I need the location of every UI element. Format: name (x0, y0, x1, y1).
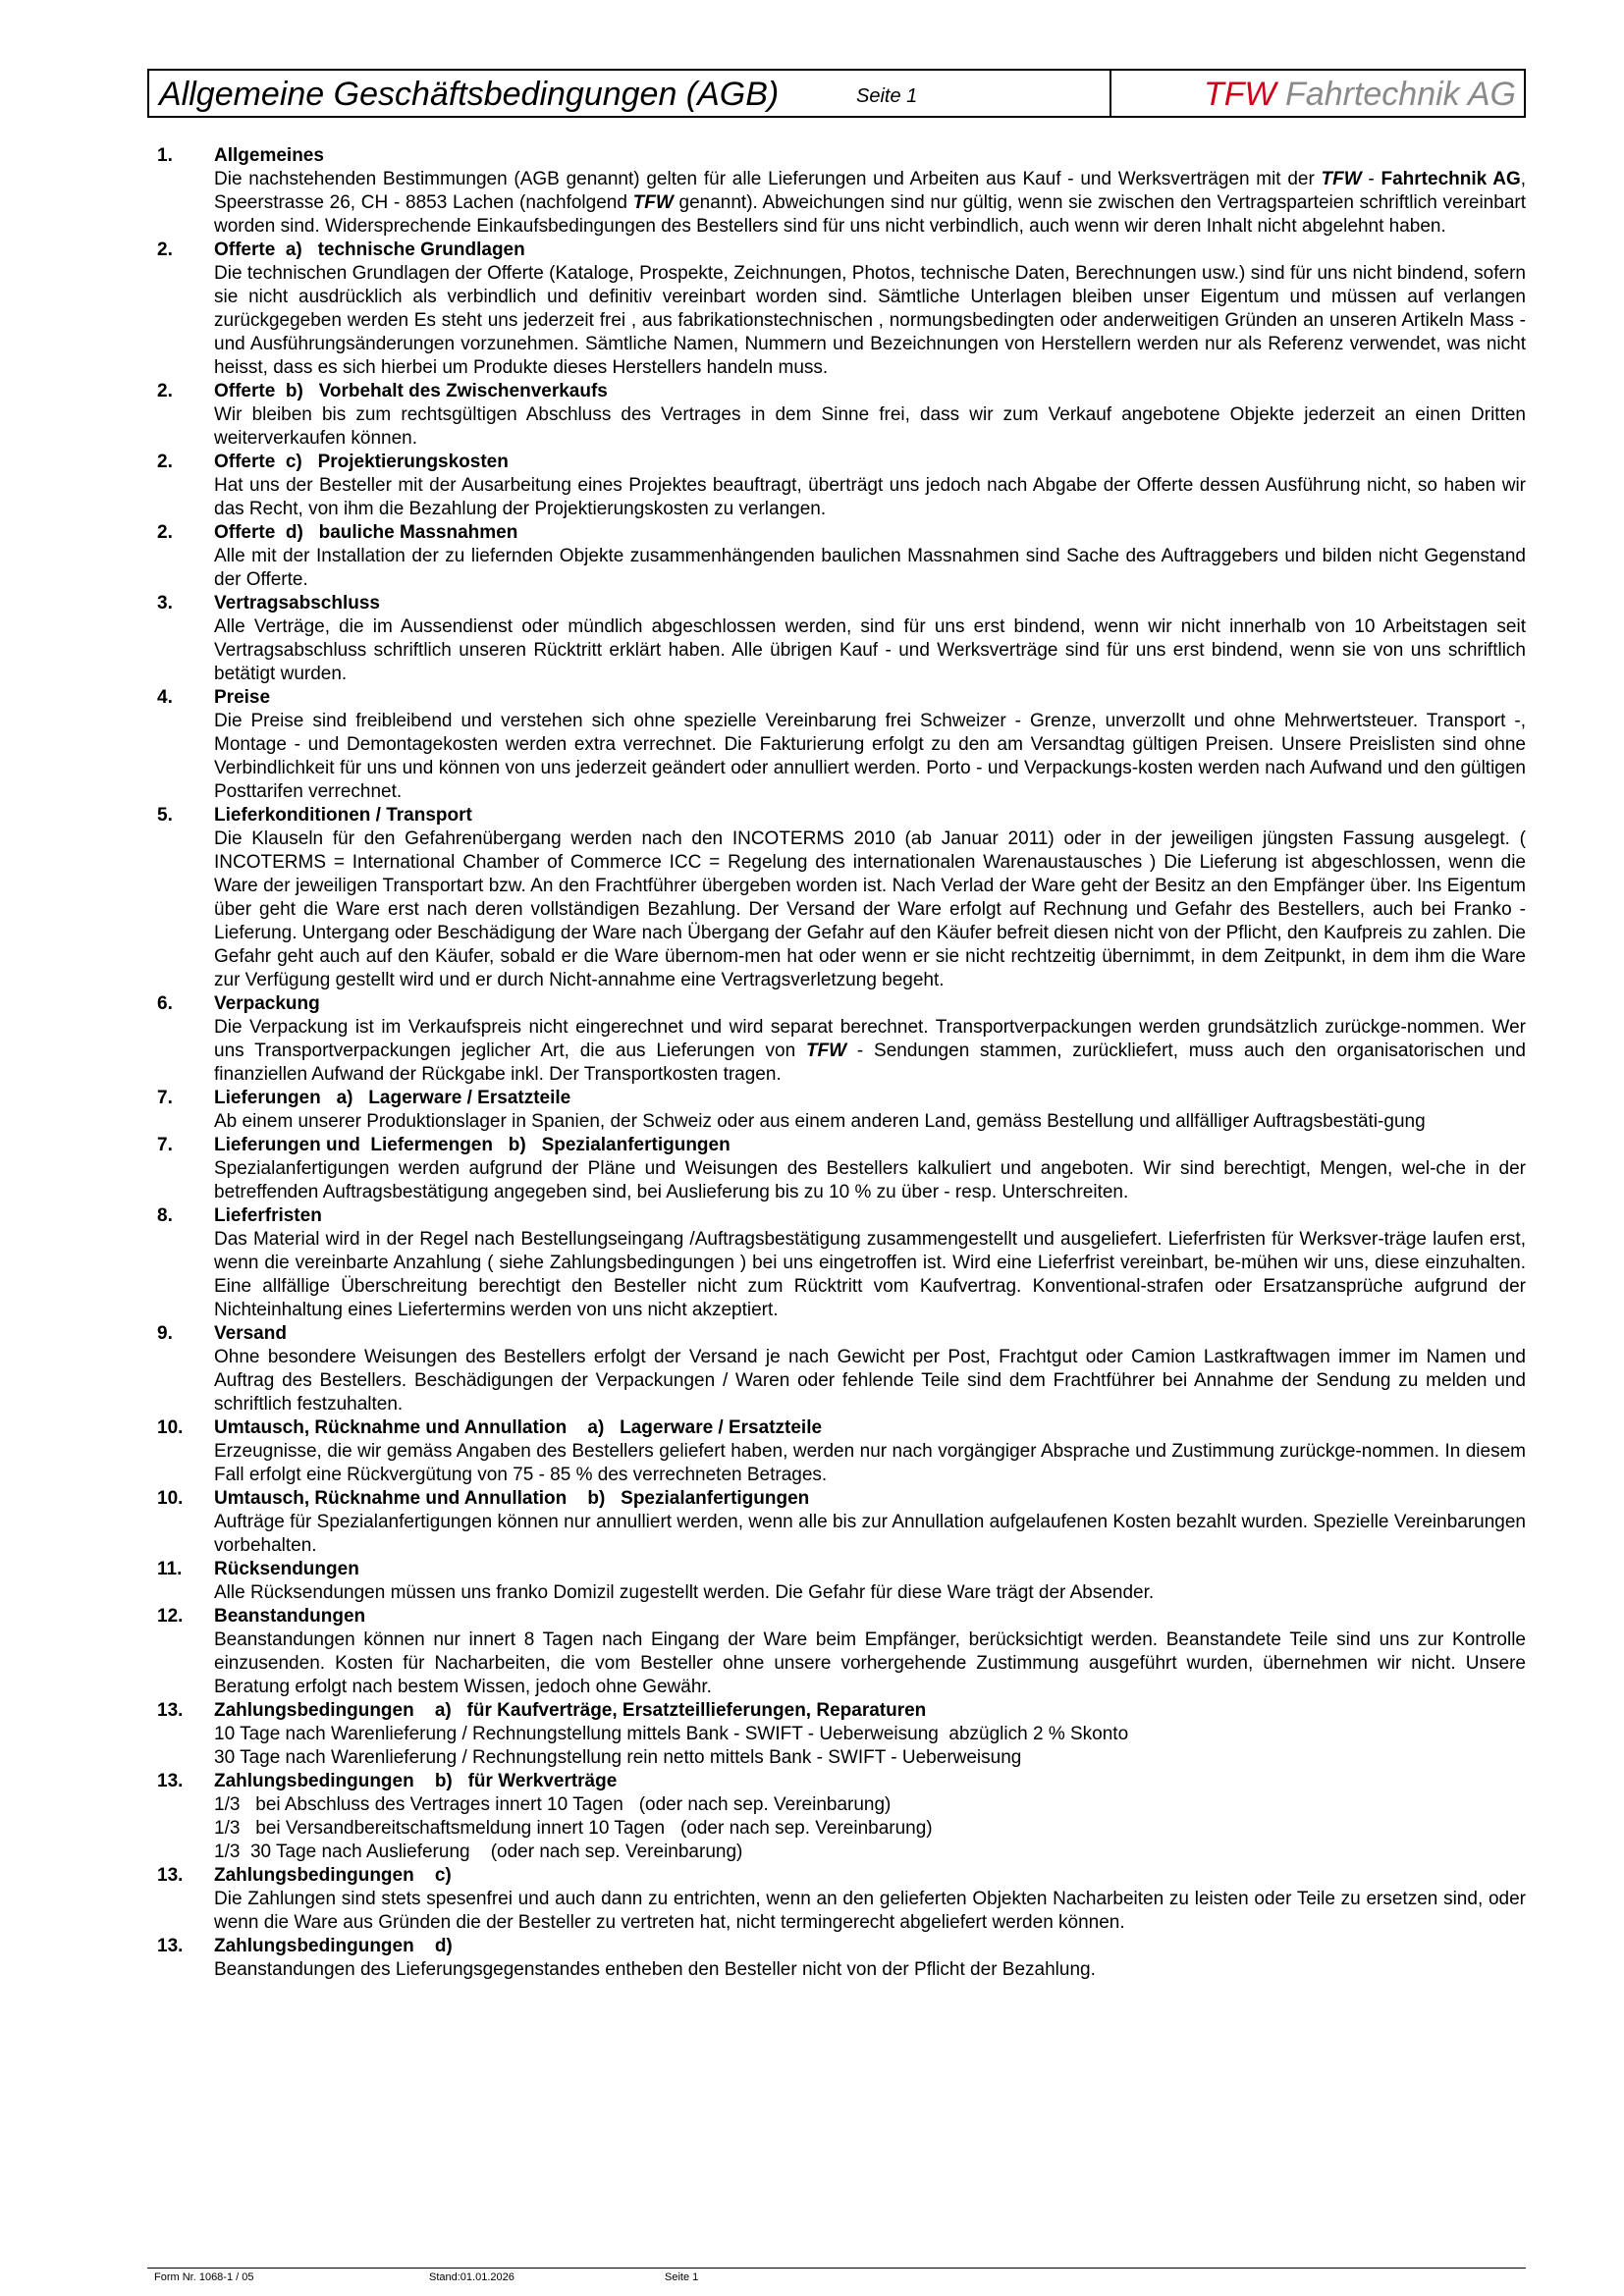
section-number: 2. (157, 522, 173, 543)
company-name: Fahrtechnik AG (1380, 169, 1521, 189)
section-text: Alle Verträge, die im Aussendienst oder mündlich abgeschlossen werden, sind für uns erst bindend, wenn wir nicht innerhalb von 10 Arbeitstagen seit Vertragsabschluss schriftlich unseren Rücktritt erklärt haben. Alle übrigen Kauf - und Werksverträge sind für uns erst bindend, wenn sie von uns schriftlich betätigt wurden. (214, 616, 1526, 684)
section-13c (157, 1864, 1526, 1935)
section-title: Rücksendungen (214, 1559, 359, 1579)
section-text: Ohne besondere Weisungen des Bestellers erfolgt der Versand je nach Gewicht per Post, Frachtgut oder Camion Lastkraftwagen immer im Namen und Auftrag des Bestellers. Beschädigungen der Verpackungen / Waren oder fehlende Teile sind dem Frachtführer bei Annahme der Sendung zu melden und schriftlich festzuhalten. (214, 1347, 1526, 1415)
section-text: Die nachstehenden Bestimmungen (AGB genannt) gelten für alle Lieferungen und Arbeiten aus Kauf - und Werksverträgen mit der TFW - Fahrtechnik AG, Speerstrasse 26, CH - 8853 Lachen (nachfolgend TFW genannt). Abweichungen sind nur gültig, wenn sie zwischen den Vertragsparteien schriftlich vereinbart worden sind. Widersprechende Einkaufsbedingungen des Bestellers sind für uns nicht verbindlich, auch wenn wir deren Inhalt nicht abgelehnt haben. (214, 169, 1527, 237)
section-text: Das Material wird in der Regel nach Bestellungseingang /Auftragsbestätigung zusammengestellt und ausgeliefert. Lieferfristen für Werksver-träge laufen erst, wenn die vereinbarte Anzahlung ( siehe Zahlungsbedingungen ) bei uns eingetroffen ist. Wird eine Lieferfrist vereinbart, be-mühen wir uns, diese einzuhalten. Eine allfällige Überschreitung berechtigt den Besteller nicht zum Rücktritt vom Kaufvertrag. Konventional-strafen oder Ersatzansprüche aufgrund der Nichteinhaltung eines Liefertermins werden von uns nicht akzeptiert. (214, 1229, 1526, 1320)
section-title: Lieferfristen (214, 1205, 322, 1226)
section-13a (157, 1699, 1526, 1770)
section-title: Zahlungsbedingungen b) für Werkverträge (214, 1771, 618, 1791)
tfw-mark: TFW (632, 192, 674, 213)
header-title-cell (149, 71, 1111, 116)
payment-term-line: 1/3 30 Tage nach Auslieferung (oder nach sep. Vereinbarung) (214, 1842, 743, 1862)
footer-divider (147, 2268, 1526, 2269)
section-7a (157, 1087, 1526, 1134)
section-number: 9. (157, 1323, 173, 1344)
section-number: 8. (157, 1205, 173, 1226)
section-number: 11. (157, 1559, 183, 1579)
section-title: Versand (214, 1323, 287, 1344)
section-title: Lieferungen und Liefermengen b) Spezialanfertigungen (214, 1135, 731, 1155)
section-4 (157, 686, 1526, 804)
section-7b (157, 1134, 1526, 1204)
brand-tfw: TFW (1203, 76, 1276, 113)
section-2a (157, 239, 1526, 380)
section-number: 3. (157, 593, 173, 614)
footer-page-number: Seite 1 (665, 2271, 699, 2283)
section-number: 1. (157, 145, 173, 166)
section-11 (157, 1558, 1526, 1605)
header-company-cell (1111, 71, 1524, 116)
section-number: 13. (157, 1865, 184, 1886)
section-number: 13. (157, 1936, 184, 1956)
section-title: Lieferungen a) Lagerware / Ersatzteile (214, 1088, 571, 1108)
section-text: Beanstandungen des Lieferungsgegenstandes entheben den Besteller nicht von der Pflicht der Bezahlung. (214, 1959, 1096, 1980)
company-logo-text (1204, 75, 1516, 114)
section-number: 2. (157, 240, 173, 260)
section-3 (157, 592, 1526, 686)
section-text: Ab einem unserer Produktionslager in Spanien, der Schweiz oder aus einem anderen Land, gemäss Bestellung und allfälliger Auftragsbestäti-gung (214, 1111, 1426, 1132)
section-number: 5. (157, 805, 173, 826)
section-10b (157, 1487, 1526, 1558)
section-13d (157, 1935, 1526, 1982)
document-header (147, 69, 1526, 118)
document-title: Allgemeine Geschäftsbedingungen (AGB) (159, 76, 780, 113)
section-title: Zahlungsbedingungen c) (214, 1865, 452, 1886)
section-title: Offerte d) bauliche Massnahmen (214, 522, 518, 543)
section-text: Erzeugnisse, die wir gemäss Angaben des Bestellers geliefert haben, werden nur nach vorgängiger Absprache und Zustimmung zurückge-nommen. In diesem Fall erfolgt eine Rückvergütung von 75 - 85 % des verrechneten Betrages. (214, 1441, 1526, 1485)
section-title: Beanstandungen (214, 1606, 366, 1627)
section-text: Hat uns der Besteller mit der Ausarbeitung eines Projektes beauftragt, überträgt uns jedoch nach Abgabe der Offerte dessen Ausführung nicht, so haben wir das Recht, von ihm die Bezahlung der Projektierungskosten zu verlangen. (214, 475, 1526, 519)
payment-term-line: 1/3 bei Versandbereitschaftsmeldung innert 10 Tagen (oder nach sep. Vereinbarung) (214, 1818, 933, 1839)
section-text: Alle mit der Installation der zu liefernden Objekte zusammenhängenden baulichen Massnahmen sind Sache des Auftraggebers und bilden nicht Gegenstand der Offerte. (214, 546, 1526, 590)
section-text: Die Zahlungen sind stets spesenfrei und auch dann zu entrichten, wenn an den gelieferten Objekten Nacharbeiten zu leisten oder Teile zu ersetzen sind, oder wenn die Ware aus Gründen die der Besteller zu vertreten hat, nicht termingerecht abgeliefert werden können. (214, 1889, 1526, 1933)
section-text: Wir bleiben bis zum rechtsgültigen Abschluss des Vertrages in dem Sinne frei, dass wir zum Verkauf angebotene Objekte jederzeit an einen Dritten weiterverkaufen können. (214, 404, 1526, 449)
terms-content (157, 144, 1526, 1982)
section-title: Offerte c) Projektierungskosten (214, 452, 509, 472)
payment-term-line: 10 Tage nach Warenlieferung / Rechnungstellung mittels Bank - SWIFT - Ueberweisung abzüglich 2 % Skonto (214, 1724, 1129, 1744)
payment-term-line: 1/3 bei Abschluss des Vertrages innert 10 Tagen (oder nach sep. Vereinbarung) (214, 1794, 892, 1815)
footer-stand-date: Stand:01.01.2026 (429, 2271, 514, 2283)
section-number: 10. (157, 1417, 184, 1438)
section-number: 7. (157, 1088, 173, 1108)
tfw-mark: TFW (1321, 169, 1362, 189)
section-9 (157, 1322, 1526, 1416)
tfw-mark: TFW (805, 1041, 847, 1061)
section-number: 10. (157, 1488, 184, 1509)
section-title: Lieferkonditionen / Transport (214, 805, 472, 826)
section-number: 6. (157, 993, 173, 1014)
section-title: Umtausch, Rücknahme und Annullation a) Lagerware / Ersatzteile (214, 1417, 823, 1438)
section-text: Beanstandungen können nur innert 8 Tagen nach Eingang der Ware beim Empfänger, berücksichtigt werden. Beanstandete Teile sind uns zur Kontrolle einzusenden. Kosten für Nacharbeiten, die vom Besteller ohne unsere vorhergehende Zustimmung ausgeführt wurden, übernehmen wir nicht. Unsere Beratung erfolgt nach bestem Wissen, jedoch ohne Gewähr. (214, 1629, 1526, 1697)
header-page-number: Seite 1 (856, 85, 918, 107)
section-number: 12. (157, 1606, 184, 1627)
section-2b (157, 380, 1526, 451)
section-text: Aufträge für Spezialanfertigungen können nur annulliert werden, wenn alle bis zur Annullation aufgelaufenen Kosten bezahlt wurden. Spezielle Vereinbarungen vorbehalten. (214, 1512, 1526, 1556)
section-8 (157, 1204, 1526, 1322)
section-title: Umtausch, Rücknahme und Annullation b) Spezialanfertigungen (214, 1488, 810, 1509)
section-12 (157, 1605, 1526, 1699)
section-13b (157, 1770, 1526, 1864)
section-title: Zahlungsbedingungen a) für Kaufverträge, Ersatzteillieferungen, Reparaturen (214, 1700, 927, 1721)
section-number: 2. (157, 452, 173, 472)
section-1 (157, 144, 1526, 239)
section-number: 7. (157, 1135, 173, 1155)
section-title: Offerte b) Vorbehalt des Zwischenverkaufs (214, 381, 608, 401)
section-title: Vertragsabschluss (214, 593, 380, 614)
section-title: Offerte a) technische Grundlagen (214, 240, 525, 260)
brand-fahrtechnik: Fahrtechnik AG (1275, 76, 1516, 113)
section-title: Preise (214, 687, 271, 708)
section-title: Zahlungsbedingungen d) (214, 1936, 453, 1956)
section-6 (157, 992, 1526, 1087)
section-text: Spezialanfertigungen werden aufgrund der Pläne und Weisungen des Bestellers kalkuliert und angeboten. Wir sind berechtigt, Mengen, wel-che in der betreffenden Auftragsbestätigung angegeben sind, bei Auslieferung bis zu 10 % zu über - resp. Unterschreiten. (214, 1158, 1526, 1202)
section-title: Verpackung (214, 993, 320, 1014)
footer-form-number: Form Nr. 1068-1 / 05 (154, 2271, 254, 2283)
section-text: Die Preise sind freibleibend und verstehen sich ohne spezielle Vereinbarung frei Schweizer - Grenze, unverzollt und ohne Mehrwertsteuer. Transport -, Montage - und Demontagekosten werden extra verrechnet. Die Fakturierung erfolgt zu den am Versandtag gültigen Preisen. Unsere Preislisten sind ohne Verbindlichkeit für uns und können von uns jederzeit geändert oder annulliert werden. Porto - und Verpackungs-kosten werden nach Aufwand und den gültigen Posttarifen verrechnet. (214, 711, 1526, 802)
section-10a (157, 1416, 1526, 1487)
section-2d (157, 521, 1526, 592)
section-text: Die Klauseln für den Gefahrenübergang werden nach den INCOTERMS 2010 (ab Januar 2011) oder in der jeweiligen jüngsten Fassung ausgelegt. ( INCOTERMS = International Chamber of Commerce ICC = Regelung des internationalen Warenaustausches ) Die Lieferung ist abgeschlossen, wenn die Ware der jeweiligen Transportart bzw. An den Frachtführer übergeben worden ist. Nach Verlad der Ware geht der Besitz an den Empfänger über. Ins Eigentum über geht die Ware erst nach deren vollständigen Bezahlung. Der Versand der Ware erfolgt auf Rechnung und Gefahr des Bestellers, auch bei Franko - Lieferung. Untergang oder Beschädigung der Ware nach Übergang der Gefahr auf den Käufer befreit diesen nicht von der Pflicht, den Kaufpreis zu zahlen. Die Gefahr geht auch auf den Käufer, sobald er die Ware übernom-men hat oder wenn er sie nicht rechtzeitig übernimmt, in dem Zeitpunkt, in dem ihm die Ware zur Verfügung gestellt wird und er durch Nicht-annahme eine Vertragsverletzung begeht. (214, 828, 1526, 990)
section-number: 13. (157, 1700, 184, 1721)
section-2c (157, 451, 1526, 521)
section-number: 13. (157, 1771, 184, 1791)
section-text: Alle Rücksendungen müssen uns franko Domizil zugestellt werden. Die Gefahr für diese Ware trägt der Absender. (214, 1582, 1155, 1603)
section-number: 4. (157, 687, 173, 708)
section-5 (157, 804, 1526, 992)
section-number: 2. (157, 381, 173, 401)
payment-term-line: 30 Tage nach Warenlieferung / Rechnungstellung rein netto mittels Bank - SWIFT - Ueberweisung (214, 1747, 1022, 1768)
section-title: Allgemeines (214, 145, 324, 166)
section-text: Die technischen Grundlagen der Offerte (Kataloge, Prospekte, Zeichnungen, Photos, technische Daten, Berechnungen usw.) sind für uns nicht bindend, sofern sie nicht ausdrücklich als verbindlich und definitiv vereinbart worden sind. Sämtliche Unterlagen bleiben unser Eigentum und müssen auf verlangen zurückgegeben werden Es steht uns jederzeit frei , aus fabrikationstechnischen , normungsbedingten oder anderweitigen Gründen an unseren Artikeln Mass - und Ausführungsänderungen vorzunehmen. Sämtliche Namen, Nummern und Bezeichnungen von Herstellern werden nur als Referenz verwendet, was nicht heisst, dass es sich hierbei um Produkte dieses Herstellers handeln muss. (214, 263, 1526, 378)
section-text: Die Verpackung ist im Verkaufspreis nicht eingerechnet und wird separat berechnet. Transportverpackungen werden grundsätzlich zurückge-nommen. Wer uns Transportverpackungen jeglicher Art, die aus Lieferungen von TFW - Sendungen stammen, zurückliefert, muss auch den organisatorischen und finanziellen Aufwand der Rückgabe inkl. Der Transportkosten tragen. (214, 1017, 1526, 1085)
